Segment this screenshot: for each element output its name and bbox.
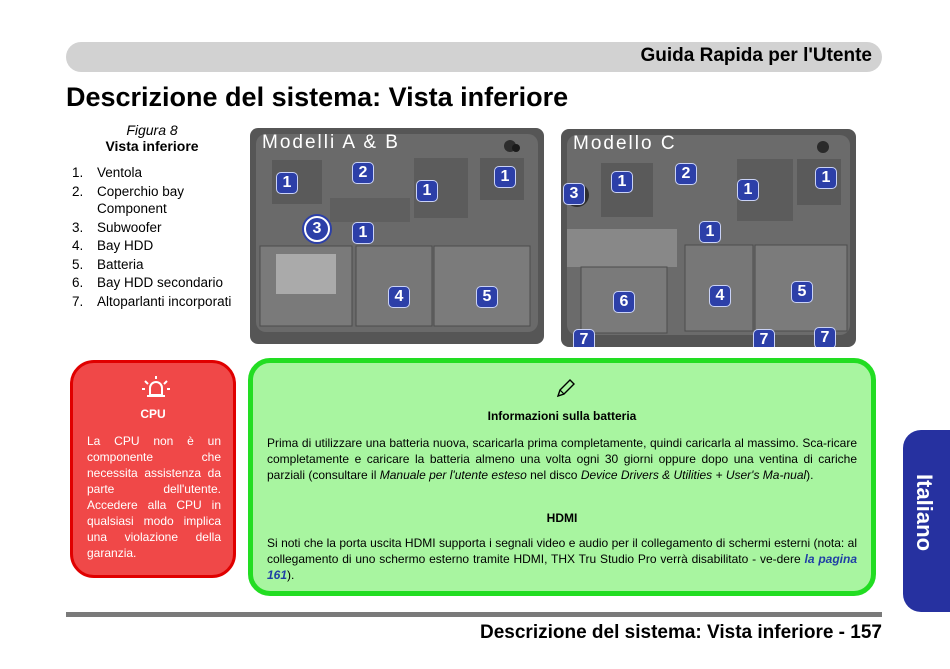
language-tab bbox=[903, 430, 950, 612]
warning-body: La CPU non è un componente che necessita assistenza da parte dell'utente. Accedere alla CPU in qualsiasi modo implica una violazione della garanzia. bbox=[87, 434, 221, 560]
callout-badge: 6 bbox=[613, 291, 635, 313]
manual-reference: Manuale per l'utente esteso bbox=[379, 468, 527, 482]
alarm-icon bbox=[141, 375, 171, 401]
pencil-icon bbox=[555, 379, 575, 399]
callout-badge: 1 bbox=[352, 222, 374, 244]
language-tab-label: Italiano bbox=[912, 474, 937, 552]
photo-label: Modello C bbox=[573, 133, 677, 154]
callout-badge: 1 bbox=[611, 171, 633, 193]
info-note-box bbox=[248, 358, 876, 596]
callout-badge: 2 bbox=[675, 163, 697, 185]
photo-label: Modelli A & B bbox=[262, 132, 400, 153]
disc-reference: Device Drivers & Utilities + User's Ma-nual bbox=[580, 468, 807, 482]
header-bar bbox=[66, 42, 882, 72]
bottom-view-photo-models-ab bbox=[250, 128, 544, 344]
footer-title: Descrizione del sistema: Vista inferiore - 157 bbox=[480, 622, 882, 643]
callout-badge: 4 bbox=[709, 285, 731, 307]
callout-badge: 7 bbox=[573, 329, 595, 347]
callout-badge: 2 bbox=[352, 162, 374, 184]
hdmi-title: HDMI bbox=[546, 511, 578, 525]
callout-badge: 1 bbox=[494, 166, 516, 188]
callout-badge: 4 bbox=[388, 286, 410, 308]
cpu-warning-box bbox=[70, 360, 236, 578]
hdmi-text: Si noti che la porta uscita HDMI supporta i segnali video e audio per il collegamento di schermi esterni (nota: al collegamento di uno schermo esterno tramite HDMI, THX Tru Studio Pro verrà disabilitato - ve-dere la pagina 161). bbox=[267, 536, 857, 582]
callout-badge: 3 bbox=[563, 183, 585, 205]
battery-info-text: Prima di utilizzare una batteria nuova, scaricarla prima completamente, quindi caricarla al massimo. Sca-ricare completamente e caricare la batteria almeno una volta ogni 30 giorni oppure dopo una ventina di cariche parziali (consultare il Manuale per l'utente esteso nel disco Device Drivers & Utilities + User's Ma-nual). bbox=[267, 436, 857, 482]
laptop-bottom-illustration bbox=[250, 128, 544, 344]
callout-badge: 1 bbox=[815, 167, 837, 189]
callout-badge: 7 bbox=[814, 327, 836, 347]
legend-item: 1. Ventola bbox=[72, 165, 143, 180]
callout-badge: 7 bbox=[753, 329, 775, 347]
figure-legend bbox=[72, 164, 242, 311]
legend-item: 3. Subwoofer bbox=[72, 219, 162, 235]
figure-number: Figura 8 bbox=[126, 122, 178, 138]
header-title: Guida Rapida per l'Utente bbox=[640, 45, 872, 66]
callout-badge: 5 bbox=[791, 281, 813, 303]
legend-item: 5. Batteria bbox=[72, 256, 144, 272]
bottom-view-photo-model-c bbox=[561, 129, 856, 347]
callout-badge: 1 bbox=[737, 179, 759, 201]
callout-badge: 5 bbox=[476, 286, 498, 308]
page-link[interactable]: la pagina 161 bbox=[267, 552, 857, 582]
figure-title: Vista inferiore bbox=[105, 138, 199, 154]
legend-item: 6. Bay HDD secondario bbox=[72, 275, 224, 290]
legend-item: 4. Bay HDD bbox=[72, 238, 154, 253]
callout-badge: 3 bbox=[304, 216, 330, 242]
legend-item: 7. Altoparlanti incorporati bbox=[72, 293, 232, 309]
callout-badge: 1 bbox=[276, 172, 298, 194]
callout-badge: 1 bbox=[699, 221, 721, 243]
callout-badge: 1 bbox=[416, 180, 438, 202]
footer-divider bbox=[66, 612, 882, 617]
legend-item: 2. Coperchio bay Component bbox=[72, 183, 185, 216]
page-title: Descrizione del sistema: Vista inferiore bbox=[66, 82, 569, 112]
warning-title: CPU bbox=[140, 407, 166, 421]
battery-info-title: Informazioni sulla batteria bbox=[487, 409, 637, 423]
figure-caption bbox=[66, 122, 238, 154]
